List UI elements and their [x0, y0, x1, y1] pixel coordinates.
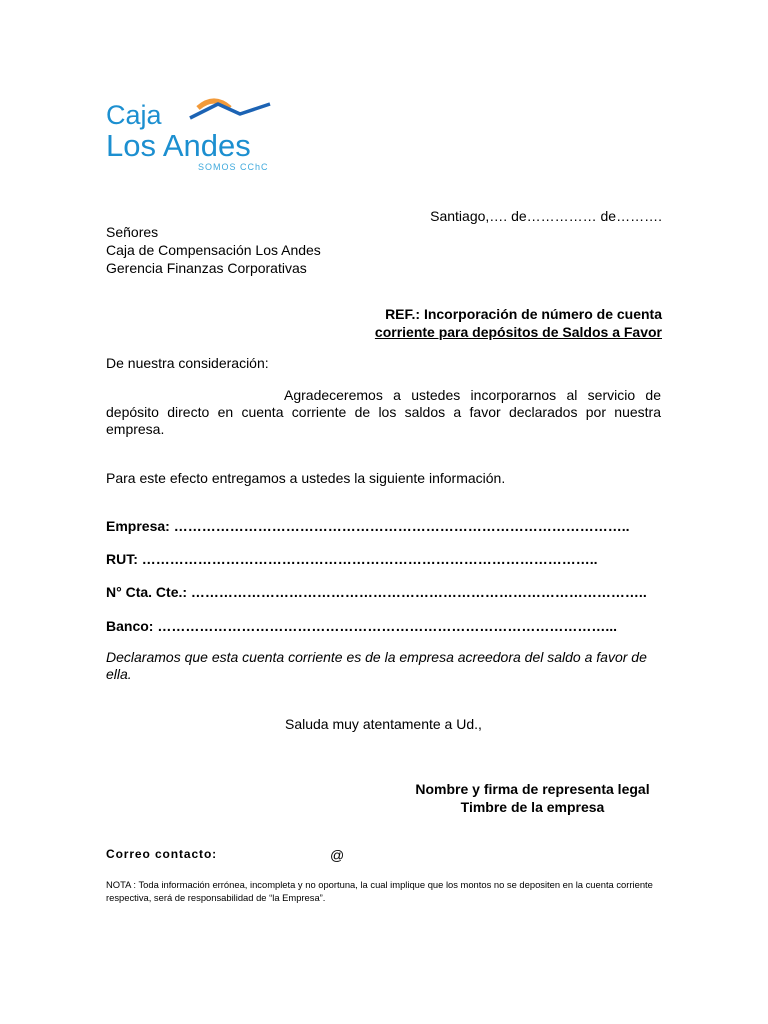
field-cuenta: N° Cta. Cte.: …………………………………………………………………………………….. — [106, 584, 647, 600]
body-paragraph-1-text: Agradeceremos a ustedes incorporarnos al servicio de depósito directo en cuenta corriente de los saldos a favor declarados por nuestra empresa. — [106, 387, 661, 437]
address-line-3: Gerencia Finanzas Corporativas — [106, 260, 307, 276]
footnote: NOTA : Toda información errónea, incompleta y no oportuna, la cual implique que los montos no se depositen en la cuenta corriente respectiva, será de responsabilidad de “la Empresa”. — [106, 879, 653, 903]
address-line-1: Señores — [106, 224, 159, 240]
logo-tagline: SOMOS CChC — [198, 162, 269, 172]
declaration: Declaramos que esta cuenta corriente es de la empresa acreedora del saldo a favor de ella. — [106, 649, 647, 682]
ref-line-1: REF.: Incorporación de número de cuenta — [385, 306, 662, 322]
body-paragraph-2: Para este efecto entregamos a ustedes la siguiente información. — [106, 470, 506, 486]
closing: Saluda muy atentamente a Ud., — [285, 716, 482, 732]
recipient-address — [106, 223, 321, 277]
contact-email-label: Correo contacto: — [106, 847, 218, 861]
logo-line-2: Los Andes — [106, 128, 251, 163]
body-paragraph-1 — [106, 387, 661, 438]
reference-subject — [375, 305, 662, 341]
address-line-2: Caja de Compensación Los Andes — [106, 242, 321, 258]
ref-line-2: corriente para depósitos de Saldos a Favor — [374, 324, 662, 340]
date-line: Santiago,…. de…………… de………. — [430, 208, 662, 224]
field-banco: Banco: ……………………………………………………………………………………... — [106, 618, 618, 634]
greeting: De nuestra consideración: — [106, 355, 269, 371]
logo-line-1: Caja — [106, 100, 162, 130]
signature-line-1: Nombre y firma de representa legal — [415, 781, 650, 797]
field-empresa: Empresa: …………………………………………………………………………………….. — [106, 518, 630, 534]
contact-email-at: @ — [330, 847, 345, 863]
caja-los-andes-logo — [106, 96, 281, 176]
signature-line-2: Timbre de la empresa — [460, 799, 605, 815]
signature-block — [410, 780, 655, 816]
field-rut: RUT: …………………………………………………………………………………….. — [106, 551, 598, 567]
